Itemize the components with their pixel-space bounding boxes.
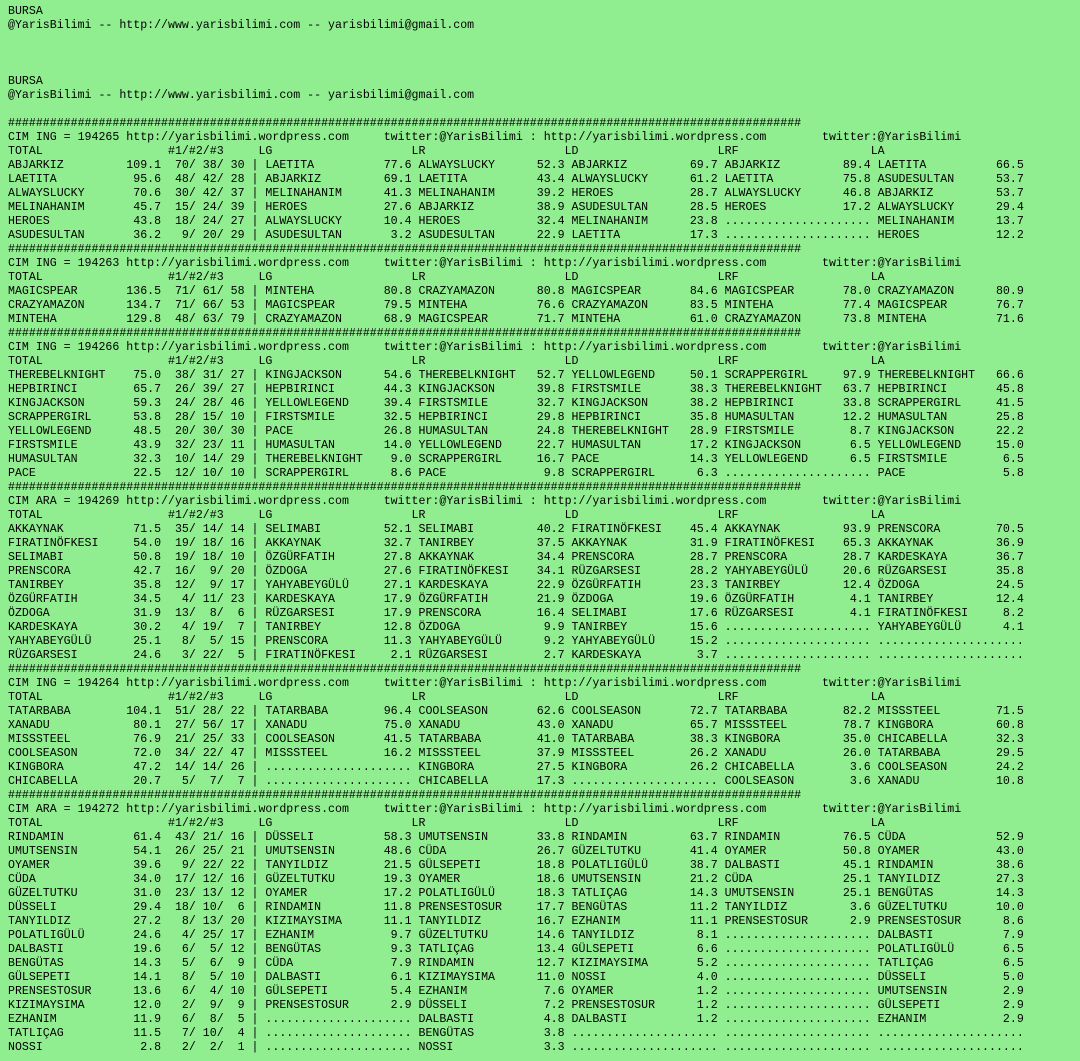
horse-row: RINDAMIN 61.4 43/ 21/ 16 | DÜSSELI 58.3 UMUTSENSIN 33.8 RINDAMIN 63.7 RINDAMIN 76.5 CÜDA 52.9: [8, 831, 1024, 844]
hash-separator-line: ##################################################################################################################: [8, 481, 802, 494]
horse-row: HEROES 43.8 18/ 24/ 27 | ALWAYSLUCKY 10.4 HEROES 32.4 MELINAHANIM 23.8 ..................... MELINAHANIM 13.7: [8, 215, 1024, 228]
hash-separator-line: ##################################################################################################################: [8, 117, 802, 130]
horse-row: PACE 22.5 12/ 10/ 10 | SCRAPPERGIRL 8.6 PACE 9.8 SCRAPPERGIRL 6.3 ..................... PACE 5.8: [8, 467, 1024, 480]
horse-row: OYAMER 39.6 9/ 22/ 22 | TANYILDIZ 21.5 GÜLSEPETI 18.8 POLATLIGÜLÜ 38.7 DALBASTI 45.1 RINDAMIN 38.6: [8, 859, 1024, 872]
horse-row: GÜLSEPETI 14.1 8/ 5/ 10 | DALBASTI 6.1 KIZIMAYSIMA 11.0 NOSSI 4.0 ..................... DÜSSELI 5.0: [8, 971, 1024, 984]
column-header-line: TOTAL #1/#2/#3 LG LR LD LRF LA: [8, 509, 885, 522]
race-header-line: CIM ING = 194264 http://yarisbilimi.wordpress.com twitter:@YarisBilimi : http://yarisbilimi.wordpress.com twitter:@YarisBilimi: [8, 677, 962, 690]
horse-row: ÖZGÜRFATIH 34.5 4/ 11/ 23 | KARDESKAYA 17.9 ÖZGÜRFATIH 21.9 ÖZDOGA 19.6 ÖZGÜRFATIH 4.1 TANIRBEY 12.4: [8, 593, 1024, 606]
horse-row: UMUTSENSIN 54.1 26/ 25/ 21 | UMUTSENSIN 48.6 CÜDA 26.7 GÜZELTUTKU 41.4 OYAMER 50.8 OYAMER 43.0: [8, 845, 1024, 858]
horse-row: LAETITA 95.6 48/ 42/ 28 | ABJARKIZ 69.1 LAETITA 43.4 ALWAYSLUCKY 61.2 LAETITA 75.8 ASUDESULTAN 53.7: [8, 173, 1024, 186]
horse-row: ÖZDOGA 31.9 13/ 8/ 6 | RÜZGARSESI 17.9 PRENSCORA 16.4 SELIMABI 17.6 RÜZGARSESI 4.1 FIRATINÖFKESI 8.2: [8, 607, 1024, 620]
horse-row: THEREBELKNIGHT 75.0 38/ 31/ 27 | KINGJACKSON 54.6 THEREBELKNIGHT 52.7 YELLOWLEGEND 50.1 SCRAPPERGIRL 97.9 THEREBELKNIGHT 66.6: [8, 369, 1024, 382]
column-header-line: TOTAL #1/#2/#3 LG LR LD LRF LA: [8, 271, 885, 284]
column-header-line: TOTAL #1/#2/#3 LG LR LD LRF LA: [8, 355, 885, 368]
horse-row: TATLIÇAG 11.5 7/ 10/ 4 | ..................... BENGÜTAS 3.8 ..................... ..................... .....................: [8, 1027, 1024, 1040]
horse-row: COOLSEASON 72.0 34/ 22/ 47 | MISSSTEEL 16.2 MISSSTEEL 37.9 MISSSTEEL 26.2 XANADU 26.0 TATARBABA 29.5: [8, 747, 1024, 760]
horse-row: TANIRBEY 35.8 12/ 9/ 17 | YAHYABEYGÜLÜ 27.1 KARDESKAYA 22.9 ÖZGÜRFATIH 23.3 TANIRBEY 12.4 ÖZDOGA 24.5: [8, 579, 1024, 592]
horse-row: RÜZGARSESI 24.6 3/ 22/ 5 | FIRATINÖFKESI 2.1 RÜZGARSESI 2.7 KARDESKAYA 3.7 ..................... .....................: [8, 649, 1024, 662]
horse-row: DALBASTI 19.6 6/ 5/ 12 | BENGÜTAS 9.3 TATLIÇAG 13.4 GÜLSEPETI 6.6 ..................... POLATLIGÜLÜ 6.5: [8, 943, 1024, 956]
horse-row: KIZIMAYSIMA 12.0 2/ 9/ 9 | PRENSESTOSUR 2.9 DÜSSELI 7.2 PRENSESTOSUR 1.2 ..................... GÜLSEPETI 2.9: [8, 999, 1024, 1012]
horse-row: CRAZYAMAZON 134.7 71/ 66/ 53 | MAGICSPEAR 79.5 MINTEHA 76.6 CRAZYAMAZON 83.5 MINTEHA 77.4 MAGICSPEAR 76.7: [8, 299, 1024, 312]
column-header-line: TOTAL #1/#2/#3 LG LR LD LRF LA: [8, 691, 885, 704]
horse-row: KINGBORA 47.2 14/ 14/ 26 | ..................... KINGBORA 27.5 KINGBORA 26.2 CHICABELLA 3.6 COOLSEASON 24.2: [8, 761, 1024, 774]
city-title: BURSA: [8, 75, 43, 88]
horse-row: HUMASULTAN 32.3 10/ 14/ 29 | THEREBELKNIGHT 9.0 SCRAPPERGIRL 16.7 PACE 14.3 YELLOWLEGEND 6.5 FIRSTSMILE 6.5: [8, 453, 1024, 466]
horse-row: XANADU 80.1 27/ 56/ 17 | XANADU 75.0 XANADU 43.0 XANADU 65.7 MISSSTEEL 78.7 KINGBORA 60.8: [8, 719, 1024, 732]
horse-row: AKKAYNAK 71.5 35/ 14/ 14 | SELIMABI 52.1 SELIMABI 40.2 FIRATINÖFKESI 45.4 AKKAYNAK 93.9 PRENSCORA 70.5: [8, 523, 1024, 536]
horse-row: TANYILDIZ 27.2 8/ 13/ 20 | KIZIMAYSIMA 11.1 TANYILDIZ 16.7 EZHANIM 11.1 PRENSESTOSUR 2.9 PRENSESTOSUR 8.6: [8, 915, 1024, 928]
horse-row: CHICABELLA 20.7 5/ 7/ 7 | ..................... CHICABELLA 17.3 ..................... COOLSEASON 3.6 XANADU 10.8: [8, 775, 1024, 788]
horse-row: SCRAPPERGIRL 53.8 28/ 15/ 10 | FIRSTSMILE 32.5 HEPBIRINCI 29.8 HEPBIRINCI 35.8 HUMASULTAN 12.2 HUMASULTAN 25.8: [8, 411, 1024, 424]
hash-separator-line: ##################################################################################################################: [8, 243, 802, 256]
horse-row: ASUDESULTAN 36.2 9/ 20/ 29 | ASUDESULTAN 3.2 ASUDESULTAN 22.9 LAETITA 17.3 ..................... HEROES 12.2: [8, 229, 1024, 242]
column-header-line: TOTAL #1/#2/#3 LG LR LD LRF LA: [8, 817, 885, 830]
contact-line: @YarisBilimi -- http://www.yarisbilimi.com -- yarisbilimi@gmail.com: [8, 19, 475, 32]
race-header-line: CIM ARA = 194272 http://yarisbilimi.wordpress.com twitter:@YarisBilimi : http://yarisbilimi.wordpress.com twitter:@YarisBilimi: [8, 803, 962, 816]
race-header-line: CIM ING = 194265 http://yarisbilimi.wordpress.com twitter:@YarisBilimi : http://yarisbilimi.wordpress.com twitter:@YarisBilimi: [8, 131, 962, 144]
horse-row: ALWAYSLUCKY 70.6 30/ 42/ 37 | MELINAHANIM 41.3 MELINAHANIM 39.2 HEROES 28.7 ALWAYSLUCKY 46.8 ABJARKIZ 53.7: [8, 187, 1024, 200]
horse-row: MELINAHANIM 45.7 15/ 24/ 39 | HEROES 27.6 ABJARKIZ 38.9 ASUDESULTAN 28.5 HEROES 17.2 ALWAYSLUCKY 29.4: [8, 201, 1024, 214]
horse-row: TATARBABA 104.1 51/ 28/ 22 | TATARBABA 96.4 COOLSEASON 62.6 COOLSEASON 72.7 TATARBABA 82.2 MISSSTEEL 71.5: [8, 705, 1024, 718]
race-header-line: CIM ARA = 194269 http://yarisbilimi.wordpress.com twitter:@YarisBilimi : http://yarisbilimi.wordpress.com twitter:@YarisBilimi: [8, 495, 962, 508]
blank-line: [8, 47, 1080, 61]
blank-line: [8, 33, 1080, 47]
horse-row: FIRATINÖFKESI 54.0 19/ 18/ 16 | AKKAYNAK 32.7 TANIRBEY 37.5 AKKAYNAK 31.9 FIRATINÖFKESI 65.3 AKKAYNAK 36.9: [8, 537, 1024, 550]
horse-row: BENGÜTAS 14.3 5/ 6/ 9 | CÜDA 7.9 RINDAMIN 12.7 KIZIMAYSIMA 5.2 ..................... TATLIÇAG 6.5: [8, 957, 1024, 970]
horse-row: SELIMABI 50.8 19/ 18/ 10 | ÖZGÜRFATIH 27.8 AKKAYNAK 34.4 PRENSCORA 28.7 PRENSCORA 28.7 KARDESKAYA 36.7: [8, 551, 1024, 564]
horse-row: MINTEHA 129.8 48/ 63/ 79 | CRAZYAMAZON 68.9 MAGICSPEAR 71.7 MINTEHA 61.0 CRAZYAMAZON 73.8 MINTEHA 71.6: [8, 313, 1024, 326]
horse-row: PRENSESTOSUR 13.6 6/ 4/ 10 | GÜLSEPETI 5.4 EZHANIM 7.6 OYAMER 1.2 ..................... UMUTSENSIN 2.9: [8, 985, 1024, 998]
horse-row: KINGJACKSON 59.3 24/ 28/ 46 | YELLOWLEGEND 39.4 FIRSTSMILE 32.7 KINGJACKSON 38.2 HEPBIRINCI 33.8 SCRAPPERGIRL 41.5: [8, 397, 1024, 410]
horse-row: DÜSSELI 29.4 18/ 10/ 6 | RINDAMIN 11.8 PRENSESTOSUR 17.7 BENGÜTAS 11.2 TANYILDIZ 3.6 GÜZELTUTKU 10.0: [8, 901, 1024, 914]
race-header-line: CIM ING = 194263 http://yarisbilimi.wordpress.com twitter:@YarisBilimi : http://yarisbilimi.wordpress.com twitter:@YarisBilimi: [8, 257, 962, 270]
hash-separator-line: ##################################################################################################################: [8, 327, 802, 340]
horse-row: PRENSCORA 42.7 16/ 9/ 20 | ÖZDOGA 27.6 FIRATINÖFKESI 34.1 RÜZGARSESI 28.2 YAHYABEYGÜLÜ 20.6 RÜZGARSESI 35.8: [8, 565, 1024, 578]
blank-line: [8, 61, 1080, 75]
horse-row: CÜDA 34.0 17/ 12/ 16 | GÜZELTUTKU 19.3 OYAMER 18.6 UMUTSENSIN 21.2 CÜDA 25.1 TANYILDIZ 27.3: [8, 873, 1024, 886]
horse-row: ABJARKIZ 109.1 70/ 38/ 30 | LAETITA 77.6 ALWAYSLUCKY 52.3 ABJARKIZ 69.7 ABJARKIZ 89.4 LAETITA 66.5: [8, 159, 1024, 172]
horse-row: KARDESKAYA 30.2 4/ 19/ 7 | TANIRBEY 12.8 ÖZDOGA 9.9 TANIRBEY 15.6 ..................... YAHYABEYGÜLÜ 4.1: [8, 621, 1024, 634]
horse-row: HEPBIRINCI 65.7 26/ 39/ 27 | HEPBIRINCI 44.3 KINGJACKSON 39.8 FIRSTSMILE 38.3 THEREBELKNIGHT 63.7 HEPBIRINCI 45.8: [8, 383, 1024, 396]
hash-separator-line: ##################################################################################################################: [8, 789, 802, 802]
race-header-line: CIM ING = 194266 http://yarisbilimi.wordpress.com twitter:@YarisBilimi : http://yarisbilimi.wordpress.com twitter:@YarisBilimi: [8, 341, 962, 354]
hash-separator-line: ##################################################################################################################: [8, 663, 802, 676]
horse-row: YAHYABEYGÜLÜ 25.1 8/ 5/ 15 | PRENSCORA 11.3 YAHYABEYGÜLÜ 9.2 YAHYABEYGÜLÜ 15.2 ..................... .....................: [8, 635, 1024, 648]
column-header-line: TOTAL #1/#2/#3 LG LR LD LRF LA: [8, 145, 885, 158]
blank-line: [8, 103, 1080, 117]
city-title: BURSA: [8, 5, 43, 18]
horse-row: GÜZELTUTKU 31.0 23/ 13/ 12 | OYAMER 17.2 POLATLIGÜLÜ 18.3 TATLIÇAG 14.3 UMUTSENSIN 25.1 BENGÜTAS 14.3: [8, 887, 1024, 900]
horse-row: YELLOWLEGEND 48.5 20/ 30/ 30 | PACE 26.8 HUMASULTAN 24.8 THEREBELKNIGHT 28.9 FIRSTSMILE 8.7 KINGJACKSON 22.2: [8, 425, 1024, 438]
horse-row: MAGICSPEAR 136.5 71/ 61/ 58 | MINTEHA 80.8 CRAZYAMAZON 80.8 MAGICSPEAR 84.6 MAGICSPEAR 78.0 CRAZYAMAZON 80.9: [8, 285, 1024, 298]
contact-line: @YarisBilimi -- http://www.yarisbilimi.com -- yarisbilimi@gmail.com: [8, 89, 475, 102]
horse-row: POLATLIGÜLÜ 24.6 4/ 25/ 17 | EZHANIM 9.7 GÜZELTUTKU 14.6 TANYILDIZ 8.1 ..................... DALBASTI 7.9: [8, 929, 1024, 942]
horse-row: NOSSI 2.8 2/ 2/ 1 | ..................... NOSSI 3.3 ..................... ..................... .....................: [8, 1041, 1024, 1054]
horse-row: FIRSTSMILE 43.9 32/ 23/ 11 | HUMASULTAN 14.0 YELLOWLEGEND 22.7 HUMASULTAN 17.2 KINGJACKSON 6.5 YELLOWLEGEND 15.0: [8, 439, 1024, 452]
horse-row: MISSSTEEL 76.9 21/ 25/ 33 | COOLSEASON 41.5 TATARBABA 41.0 TATARBABA 38.3 KINGBORA 35.0 CHICABELLA 32.3: [8, 733, 1024, 746]
horse-row: EZHANIM 11.9 6/ 8/ 5 | ..................... DALBASTI 4.8 DALBASTI 1.2 ..................... EZHANIM 2.9: [8, 1013, 1024, 1026]
